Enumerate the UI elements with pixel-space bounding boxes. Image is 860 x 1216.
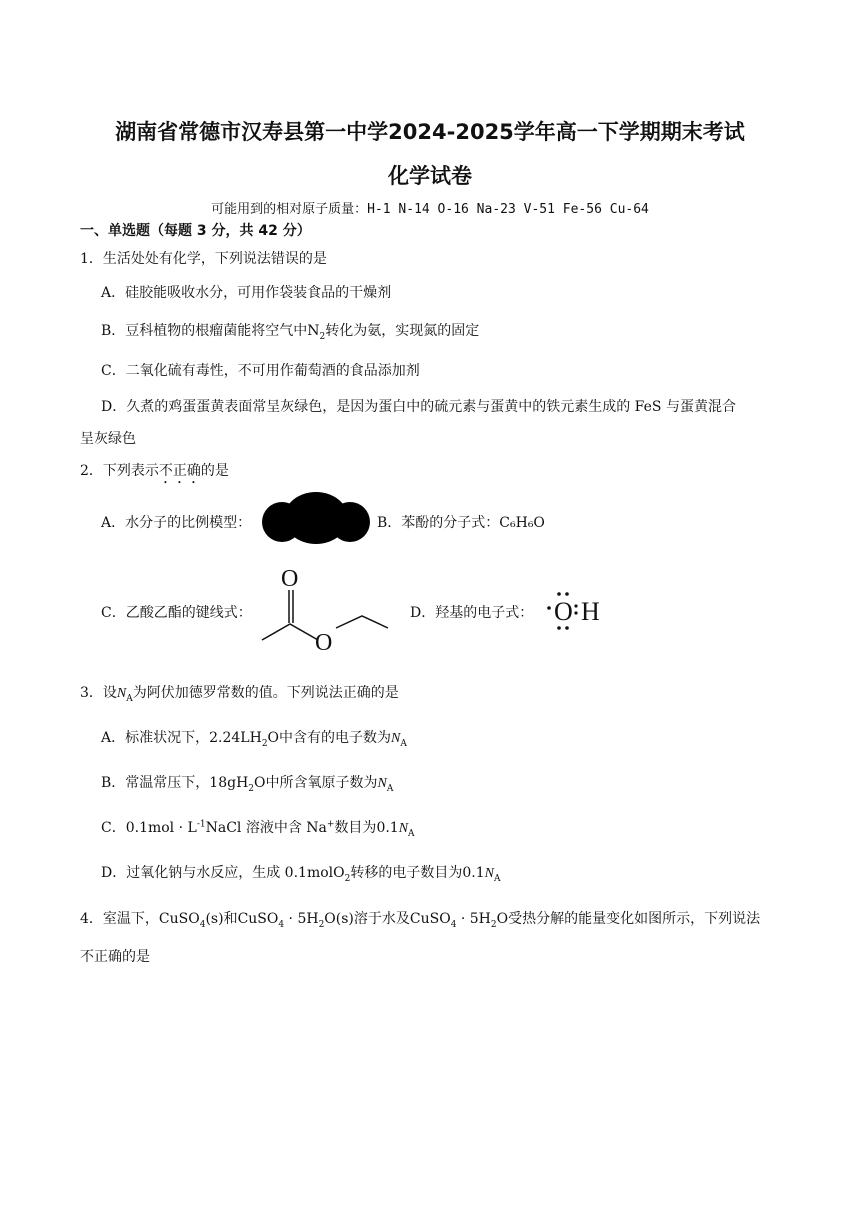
q1-stem: 1．生活处处有化学，下列说法错误的是 [80,251,327,267]
q1-option-d-line1: D．久煮的鸡蛋蛋黄表面常呈灰绿色，是因为蛋白中的硫元素与蛋黄中的铁元素生成的 FeS 与蛋黄混合 [101,399,736,415]
q2-option-b: B．苯酚的分子式：C₆H₆O [377,515,545,531]
q2-emphasis: 不正确 [158,463,201,479]
exam-subject: 化学试卷 [388,164,472,188]
q2-option-c: C．乙酸乙酯的键线式： [101,605,252,621]
q3-option-c: C．$0.1mol \cdot L^{-1}NaCl$ 溶液中含 Na+数目为$0.1N_A$ [101,819,415,839]
q4-stem-line1: 4．室温下，CuSO$_4$(s)和CuSO$_4$ · $5H_2O(s)$溶于水及CuSO$_4$ · $5H_2O$受热分解的能量变化如图所示，下列说法 [80,911,761,930]
q2-option-a: A．水分子的比例模型： [101,515,252,531]
q1-option-a: A．硅胶能吸收水分，可用作袋装食品的干燥剂 [101,285,392,301]
q2-option-d: D．羟基的电子式： [410,605,534,621]
atomic-masses: 可能用到的相对原子质量：H-1 N-14 O-16 Na-23 V-51 Fe-56 Cu-64 [211,202,649,217]
q1-b-text-pre: B．豆科植物的根瘤菌能将空气中 [101,323,308,339]
hydroxyl-electron-dot [544,588,614,632]
q3-stem: 3．设$N_A$为阿伏加德罗常数的值。下列说法正确的是 [80,685,399,704]
q1-option-d-line2: 呈灰绿色 [80,431,136,447]
water-space-filling-model [258,490,374,550]
ester-carbonyl-oxygen: O [281,566,299,592]
q1-b-text-post: 转化为氨，实现氮的固定 [325,323,480,339]
ethyl-acetate-skeletal-formula [256,562,396,654]
q4-stem-line2: 不正确的是 [80,949,150,965]
hydroxyl-h: H [581,597,600,626]
section-title: 一、单选题（每题 3 分，共 42 分） [80,223,311,239]
ester-ether-oxygen: O [315,630,333,654]
q1-option-b [101,320,479,342]
q1-option-c: C．二氧化硫有毒性，不可用作葡萄酒的食品添加剂 [101,363,420,379]
q3-option-b: B．常温常压下，$18gH_2O$中所含氧原子数为$N_A$ [101,775,394,794]
q3-option-d: D．过氧化钠与水反应，生成 0.1molO$_2$转移的电子数目为$0.1N_A$ [101,865,501,884]
hydroxyl-o: O [554,597,573,626]
q1-b-n2: $N_2$ [307,323,326,342]
q2-stem: 2．下列表示不正确的是 [80,463,229,479]
q3-option-a: A．标准状况下，$2.24LH_2O$中含有的电子数为$N_A$ [101,730,407,749]
exam-title: 湖南省常德市汉寿县第一中学2024-2025学年高一下学期期末考试 [115,120,745,144]
